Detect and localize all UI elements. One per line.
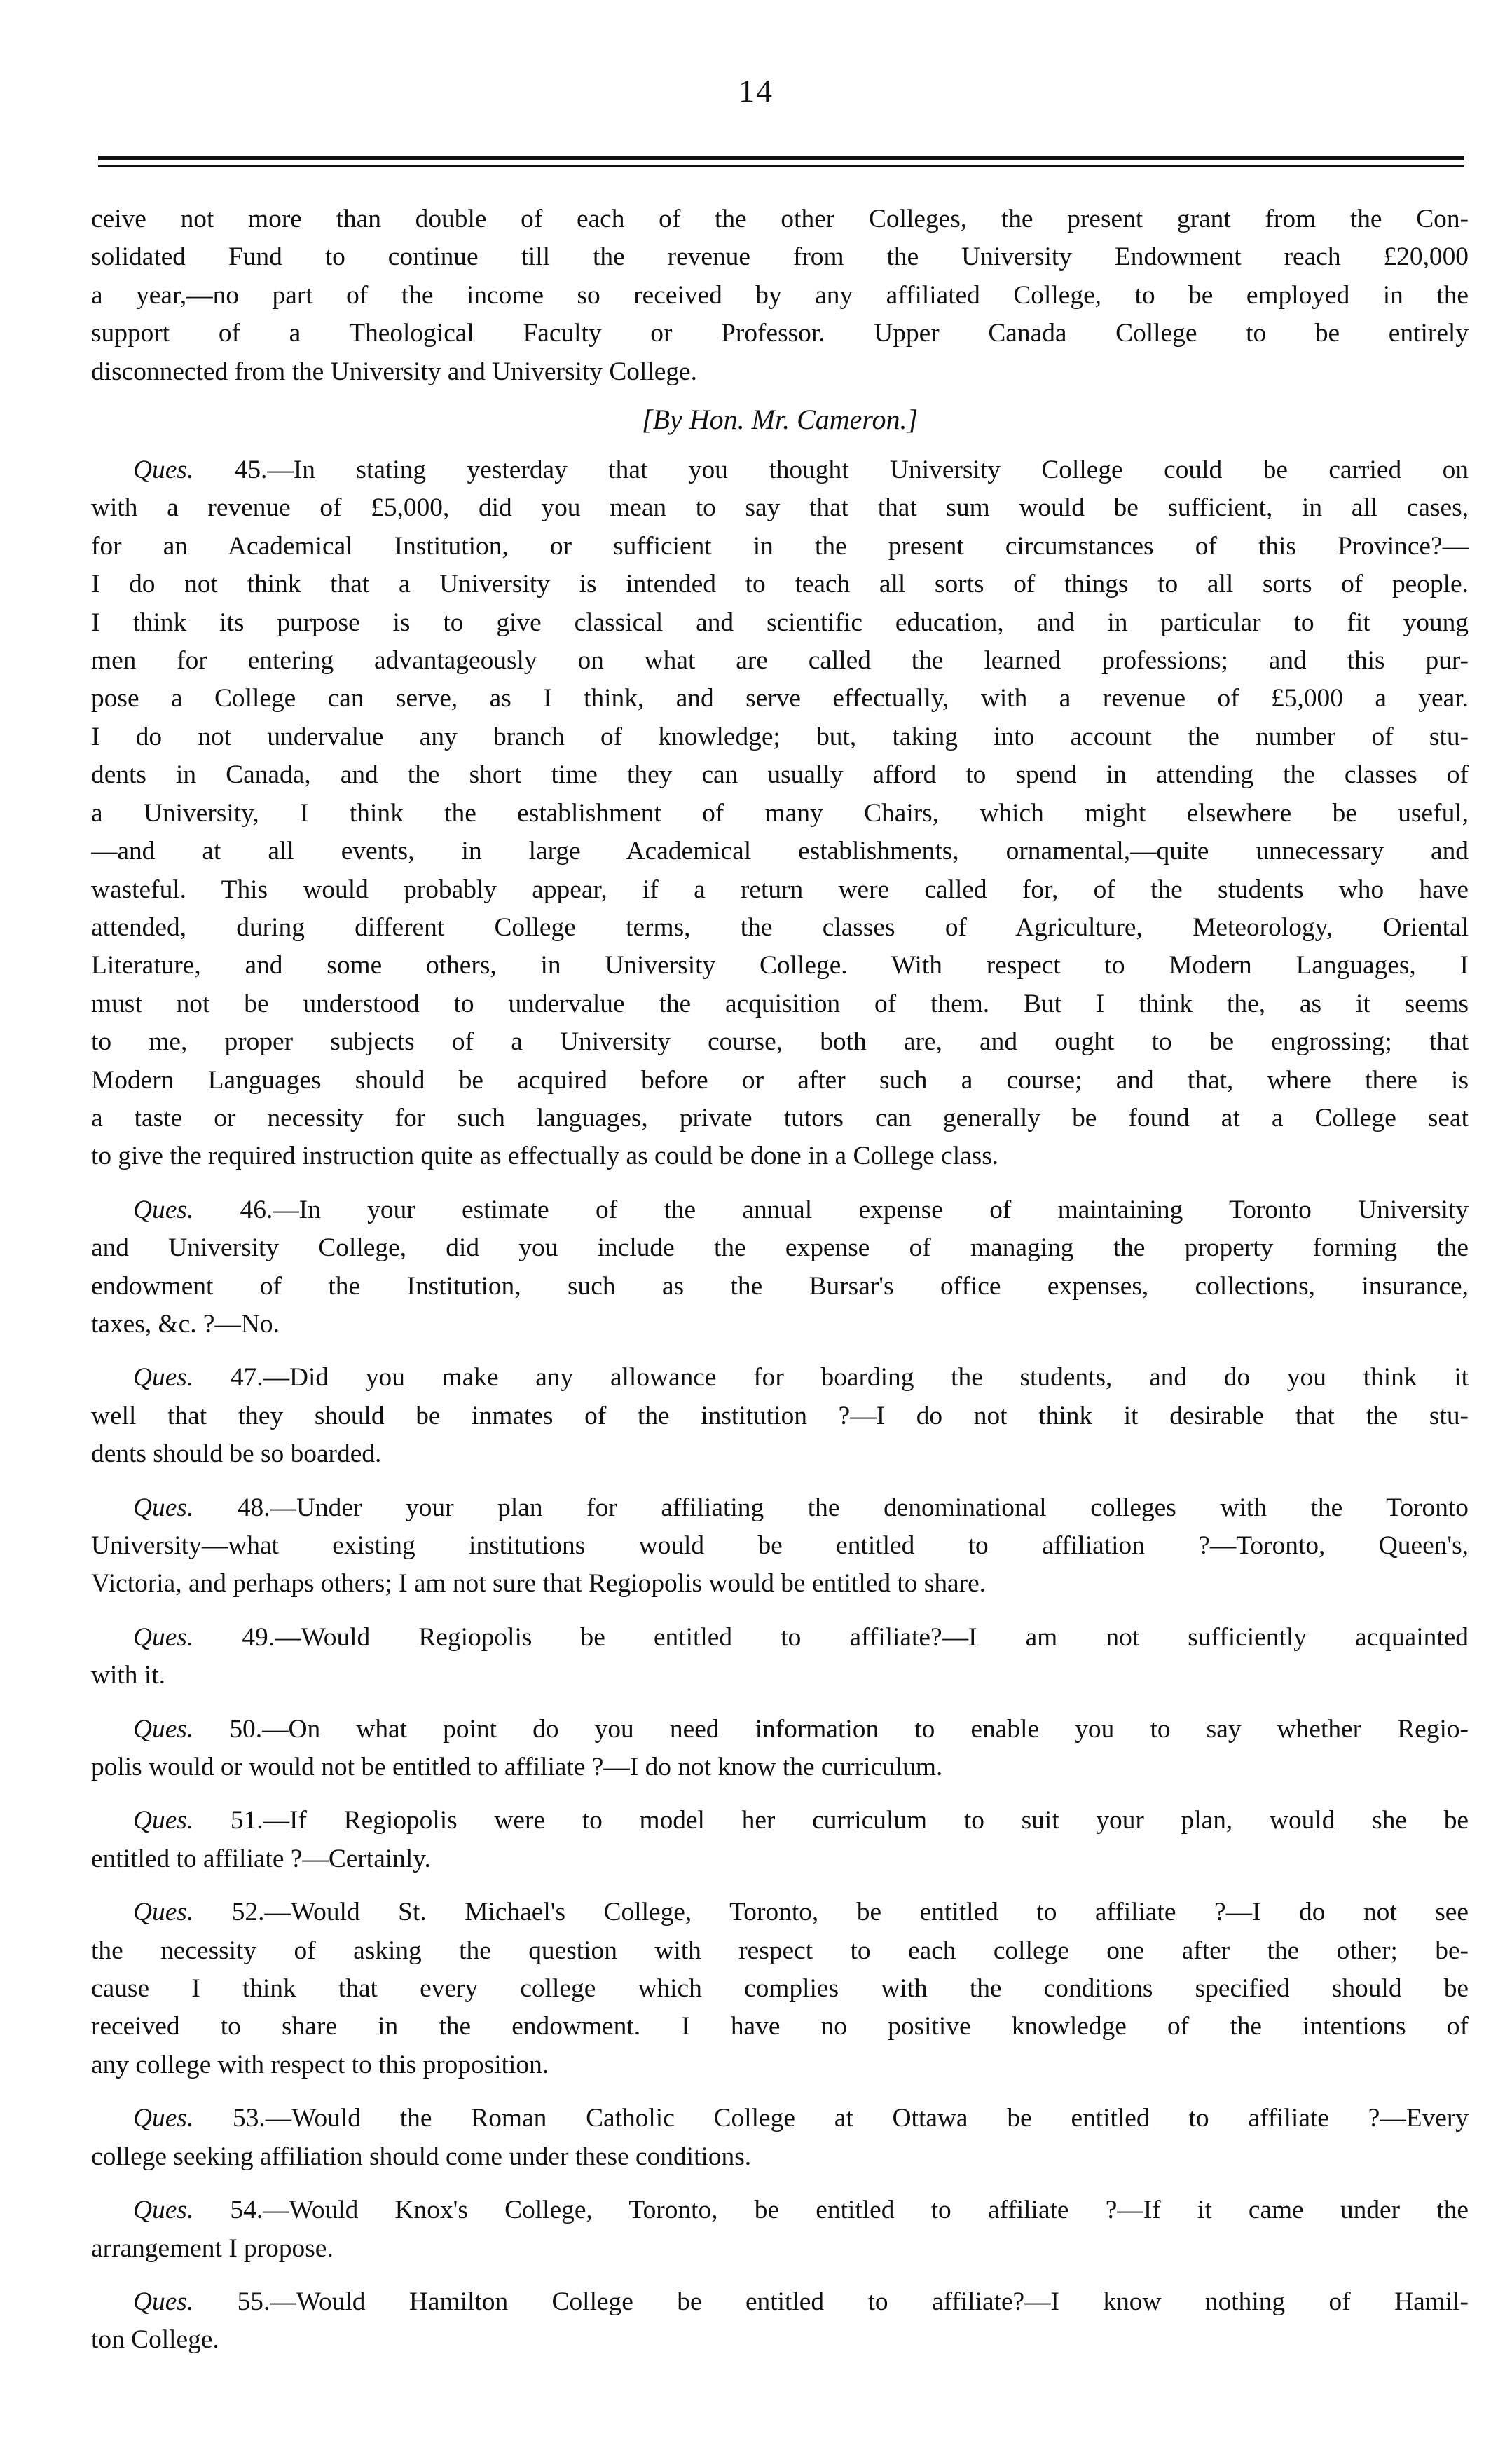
paragraph-gap	[91, 1176, 1469, 1191]
paragraph-gap	[91, 1474, 1469, 1489]
question-line: wasteful. This would probably appear, if a return were called for, of the students who have	[91, 875, 1469, 904]
question-line	[91, 1619, 1469, 1657]
question-label: Ques.	[133, 1898, 194, 1927]
paragraph-gap	[91, 2084, 1469, 2100]
intro-paragraph	[91, 200, 1469, 391]
paragraph-gap	[91, 2268, 1469, 2283]
attribution: [By Hon. Mr. Cameron.]	[641, 404, 919, 436]
question-label: Ques.	[133, 2104, 194, 2133]
question-line: must not be understood to undervalue the acquisition of them. But I think the, as it seems	[91, 989, 1469, 1018]
question-line: polis would or would not be entitled to affiliate ?—I do not know the curriculum.	[91, 1753, 943, 1782]
question-line: received to share in the endowment. I have no positive knowledge of the intentions of	[91, 2012, 1469, 2041]
question-paragraph	[91, 1359, 1469, 1473]
question-line: I do not undervalue any branch of knowledge; but, taking into account the number of stu-	[91, 722, 1469, 751]
paragraph-gap	[91, 1695, 1469, 1711]
question-text: 51.—If Regiopolis were to model her curriculum to suit your plan, would she be	[193, 1806, 1469, 1835]
question-line: any college with respect to this proposition.	[91, 2050, 549, 2079]
question-line	[91, 1894, 1469, 1931]
question-line: with a revenue of £5,000, did you mean to say that that sum would be sufficient, in all cases,	[91, 493, 1469, 523]
question-line: arrangement I propose.	[91, 2233, 334, 2263]
question-line: with it.	[91, 1661, 165, 1690]
question-label: Ques.	[133, 1806, 194, 1835]
question-label: Ques.	[133, 2196, 194, 2225]
question-line	[91, 1191, 1469, 1229]
question-line	[91, 2191, 1469, 2229]
question-text: 55.—Would Hamilton College be entitled to affiliate?—I know nothing of Hamil-	[193, 2287, 1469, 2316]
question-line: dents should be so boarded.	[91, 1439, 382, 1469]
question-text: 49.—Would Regiopolis be entitled to affiliate?—I am not sufficiently acquainted	[193, 1622, 1469, 1652]
question-line: for an Academical Institution, or sufficient in the present circumstances of this Province?—	[91, 531, 1469, 561]
question-label: Ques.	[133, 1714, 194, 1744]
header-rule-thick	[98, 156, 1464, 160]
question-line: I do not think that a University is intended to teach all sorts of things to all sorts of people.	[91, 570, 1469, 599]
question-line	[91, 1489, 1469, 1527]
question-line: University—what existing institutions would be entitled to affiliation ?—Toronto, Queen's,	[91, 1531, 1469, 1560]
question-line	[91, 1711, 1469, 1748]
question-line: Literature, and some others, in University College. With respect to Modern Languages, I	[91, 951, 1469, 980]
question-line: a taste or necessity for such languages, private tutors can generally be found at a College seat	[91, 1103, 1469, 1132]
question-line: entitled to affiliate ?—Certainly.	[91, 1844, 431, 1873]
question-paragraph	[91, 1191, 1469, 1344]
question-line: men for entering advantageously on what are called the learned professions; and this pur-	[91, 646, 1469, 676]
question-paragraph	[91, 2283, 1469, 2360]
question-list	[91, 451, 1469, 2360]
question-line: attended, during different College terms, the classes of Agriculture, Meteorology, Oriental	[91, 912, 1469, 942]
question-paragraph	[91, 1489, 1469, 1603]
question-line: to me, proper subjects of a University course, both are, and ought to be engrossing; that	[91, 1027, 1469, 1057]
question-line: ton College.	[91, 2325, 219, 2355]
question-text: 47.—Did you make any allowance for boarding the students, and do you think it	[193, 1363, 1469, 1392]
question-text: 53.—Would the Roman Catholic College at Ottawa be entitled to affiliate ?—Every	[193, 2104, 1469, 2133]
question-text: 48.—Under your plan for affiliating the denominational colleges with the Toronto	[193, 1493, 1469, 1522]
question-line: well that they should be inmates of the institution ?—I do not think it desirable that the stu-	[91, 1401, 1469, 1430]
question-text: 45.—In stating yesterday that you thought University College could be carried on	[193, 456, 1469, 485]
question-paragraph	[91, 2100, 1469, 2176]
question-line: a University, I think the establishment of many Chairs, which might elsewhere be useful,	[91, 798, 1469, 828]
question-label: Ques.	[133, 1622, 194, 1652]
question-paragraph	[91, 1802, 1469, 1878]
body-text	[91, 200, 1469, 2360]
question-text: 52.—Would St. Michael's College, Toronto, be entitled to affiliate ?—I do not see	[193, 1898, 1469, 1927]
paragraph-gap	[91, 2176, 1469, 2191]
question-line: pose a College can serve, as I think, and serve effectually, with a revenue of £5,000 a year.	[91, 684, 1469, 713]
question-line: taxes, &c. ?—No.	[91, 1309, 280, 1339]
paragraph-gap	[91, 1786, 1469, 1802]
question-line: —and at all events, in large Academical establishments, ornamental,—quite unnecessary and	[91, 837, 1469, 866]
question-line: Victoria, and perhaps others; I am not sure that Regiopolis would be entitled to share.	[91, 1569, 987, 1599]
question-line: the necessity of asking the question with respect to each college one after the other; be-	[91, 1936, 1469, 1965]
intro-line: support of a Theological Faculty or Professor. Upper Canada College to be entirely	[91, 319, 1469, 348]
question-label: Ques.	[133, 2287, 194, 2316]
question-line	[91, 1802, 1469, 1840]
paragraph-gap	[91, 1343, 1469, 1359]
question-line: to give the required instruction quite as effectually as could be done in a College class.	[91, 1142, 999, 1171]
question-text: 50.—On what point do you need information to enable you to say whether Regio-	[193, 1714, 1469, 1744]
paragraph-gap	[91, 1878, 1469, 1894]
intro-line: solidated Fund to continue till the revenue from the University Endowment reach £20,000	[91, 242, 1469, 272]
question-paragraph	[91, 1619, 1469, 1695]
question-line	[91, 451, 1469, 489]
question-label: Ques.	[133, 1493, 194, 1522]
question-line	[91, 2100, 1469, 2137]
question-line	[91, 2283, 1469, 2321]
question-paragraph	[91, 1711, 1469, 1787]
intro-line: disconnected from the University and University College.	[91, 357, 697, 386]
question-label: Ques.	[133, 1363, 194, 1392]
question-line: cause I think that every college which complies with the conditions specified should be	[91, 1974, 1469, 2004]
paragraph-gap	[91, 1603, 1469, 1619]
intro-line: ceive not more than double of each of the other Colleges, the present grant from the Con-	[91, 205, 1469, 233]
header-rule-thin	[98, 165, 1464, 167]
question-line: Modern Languages should be acquired before or after such a course; and that, where there is	[91, 1065, 1469, 1095]
question-paragraph	[91, 1894, 1469, 2084]
question-line: endowment of the Institution, such as the Bursar's office expenses, collections, insurance,	[91, 1271, 1469, 1301]
intro-line: a year,—no part of the income so received by any affiliated College, to be employed in the	[91, 280, 1469, 310]
question-line: and University College, did you include the expense of managing the property forming the	[91, 1233, 1469, 1263]
question-line	[91, 1359, 1469, 1397]
question-line: college seeking affiliation should come under these conditions.	[91, 2142, 752, 2171]
page-number: 14	[738, 73, 774, 109]
question-text: 46.—In your estimate of the annual expense of maintaining Toronto University	[193, 1195, 1469, 1224]
question-label: Ques.	[133, 456, 194, 485]
question-label: Ques.	[133, 1195, 194, 1224]
question-text: 54.—Would Knox's College, Toronto, be entitled to affiliate ?—If it came under the	[193, 2196, 1469, 2225]
question-line: dents in Canada, and the short time they can usually afford to spend in attending the classes of	[91, 760, 1469, 790]
question-paragraph	[91, 2191, 1469, 2268]
question-paragraph	[91, 451, 1469, 1176]
question-line: I think its purpose is to give classical and scientific education, and in particular to fit young	[91, 608, 1469, 637]
